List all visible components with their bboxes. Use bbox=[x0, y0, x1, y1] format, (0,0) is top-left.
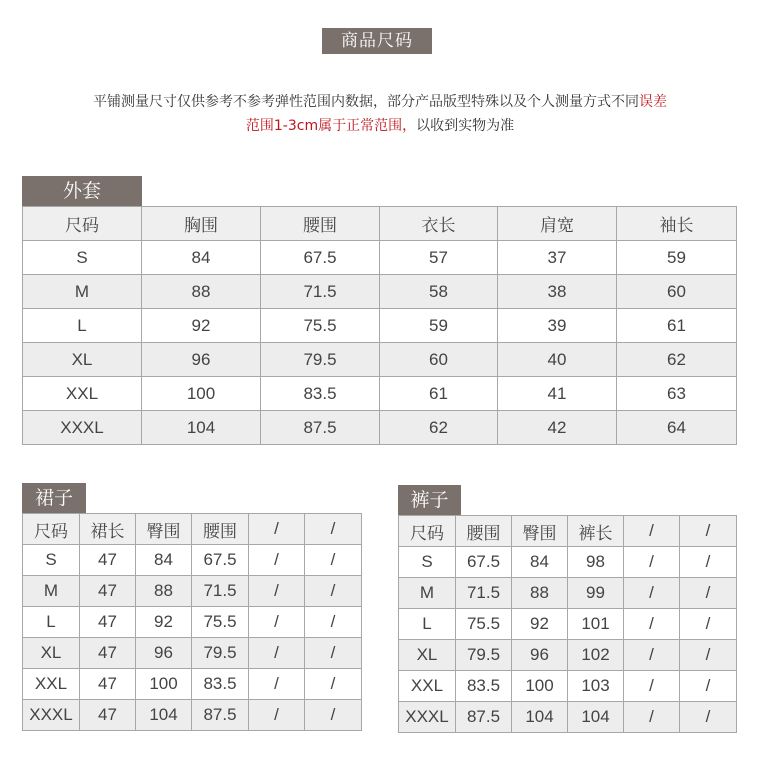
skirt-size-cell: L bbox=[23, 607, 80, 638]
pants-value-cell: / bbox=[680, 609, 737, 640]
pants-value-cell: 75.5 bbox=[456, 609, 512, 640]
skirt-value-cell: 88 bbox=[136, 576, 192, 607]
coat-value-cell: 40 bbox=[498, 343, 617, 377]
skirt-value-cell: 104 bbox=[136, 700, 192, 731]
coat-size-cell: XXXL bbox=[23, 411, 142, 445]
notice-text: 以收到实物为准 bbox=[416, 118, 515, 134]
skirt-table-row bbox=[23, 638, 362, 669]
skirt-value-cell: 47 bbox=[80, 607, 136, 638]
skirt-value-cell: 83.5 bbox=[192, 669, 249, 700]
pants-header-cell: / bbox=[624, 516, 680, 547]
pants-table-row bbox=[399, 671, 737, 702]
skirt-table-row bbox=[23, 700, 362, 731]
pants-size-cell: M bbox=[399, 578, 456, 609]
pants-table-row bbox=[399, 609, 737, 640]
skirt-value-cell: 71.5 bbox=[192, 576, 249, 607]
skirt-value-cell: 87.5 bbox=[192, 700, 249, 731]
pants-value-cell: 104 bbox=[512, 702, 568, 733]
pants-value-cell: / bbox=[624, 578, 680, 609]
pants-table-row bbox=[399, 547, 737, 578]
pants-value-cell: / bbox=[680, 640, 737, 671]
pants-table-row bbox=[399, 578, 737, 609]
skirt-header-cell: / bbox=[249, 514, 305, 545]
pants-header-cell: 臀围 bbox=[512, 516, 568, 547]
pants-value-cell: 79.5 bbox=[456, 640, 512, 671]
pants-table-body bbox=[399, 516, 737, 733]
pants-value-cell: 96 bbox=[512, 640, 568, 671]
skirt-value-cell: 47 bbox=[80, 700, 136, 731]
notice-text: 平铺测量尺寸仅供参考不参考弹性范围内数据，部分产品版型特殊以及个人测量方式不同 bbox=[93, 94, 639, 110]
pants-value-cell: / bbox=[680, 671, 737, 702]
coat-value-cell: 75.5 bbox=[261, 309, 380, 343]
pants-value-cell: 83.5 bbox=[456, 671, 512, 702]
notice-line-1 bbox=[0, 90, 760, 114]
pants-size-cell: XXXL bbox=[399, 702, 456, 733]
coat-value-cell: 100 bbox=[142, 377, 261, 411]
skirt-header-cell: 尺码 bbox=[23, 514, 80, 545]
coat-value-cell: 42 bbox=[498, 411, 617, 445]
skirt-value-cell: / bbox=[249, 700, 305, 731]
pants-value-cell: 103 bbox=[568, 671, 624, 702]
pants-value-cell: 92 bbox=[512, 609, 568, 640]
coat-table-row bbox=[23, 275, 737, 309]
pants-value-cell: 99 bbox=[568, 578, 624, 609]
pants-header-cell: 腰围 bbox=[456, 516, 512, 547]
coat-table-row bbox=[23, 309, 737, 343]
coat-value-cell: 59 bbox=[380, 309, 498, 343]
coat-header-row bbox=[23, 207, 737, 241]
coat-table-row bbox=[23, 241, 737, 275]
skirt-header-cell: 腰围 bbox=[192, 514, 249, 545]
pants-header-cell: 尺码 bbox=[399, 516, 456, 547]
skirt-table-row bbox=[23, 669, 362, 700]
skirt-header-cell: 臀围 bbox=[136, 514, 192, 545]
skirt-value-cell: / bbox=[305, 607, 362, 638]
coat-value-cell: 87.5 bbox=[261, 411, 380, 445]
pants-value-cell: 88 bbox=[512, 578, 568, 609]
skirt-value-cell: 100 bbox=[136, 669, 192, 700]
skirt-value-cell: 75.5 bbox=[192, 607, 249, 638]
skirt-value-cell: 47 bbox=[80, 545, 136, 576]
coat-size-cell: L bbox=[23, 309, 142, 343]
coat-table-body bbox=[23, 207, 737, 445]
coat-size-cell: S bbox=[23, 241, 142, 275]
skirt-value-cell: / bbox=[249, 607, 305, 638]
coat-size-cell: M bbox=[23, 275, 142, 309]
pants-table-row bbox=[399, 640, 737, 671]
coat-value-cell: 63 bbox=[617, 377, 737, 411]
skirt-value-cell: / bbox=[305, 638, 362, 669]
coat-size-cell: XL bbox=[23, 343, 142, 377]
skirt-table-row bbox=[23, 576, 362, 607]
skirt-value-cell: 84 bbox=[136, 545, 192, 576]
skirt-value-cell: / bbox=[249, 545, 305, 576]
coat-value-cell: 88 bbox=[142, 275, 261, 309]
notice-highlight: 范围1-3cm属于正常范围， bbox=[245, 118, 417, 134]
pants-value-cell: 100 bbox=[512, 671, 568, 702]
coat-table-row bbox=[23, 377, 737, 411]
pants-value-cell: 67.5 bbox=[456, 547, 512, 578]
skirt-value-cell: 92 bbox=[136, 607, 192, 638]
coat-value-cell: 96 bbox=[142, 343, 261, 377]
skirt-size-cell: XXL bbox=[23, 669, 80, 700]
pants-value-cell: / bbox=[680, 702, 737, 733]
pants-header-cell: / bbox=[680, 516, 737, 547]
coat-table-row bbox=[23, 343, 737, 377]
pants-header-row bbox=[399, 516, 737, 547]
coat-value-cell: 61 bbox=[380, 377, 498, 411]
pants-size-cell: XXL bbox=[399, 671, 456, 702]
coat-value-cell: 60 bbox=[380, 343, 498, 377]
skirt-size-cell: M bbox=[23, 576, 80, 607]
skirt-header-cell: / bbox=[305, 514, 362, 545]
coat-value-cell: 62 bbox=[617, 343, 737, 377]
skirt-value-cell: 96 bbox=[136, 638, 192, 669]
pants-value-cell: / bbox=[624, 671, 680, 702]
skirt-table-row bbox=[23, 545, 362, 576]
skirt-value-cell: / bbox=[305, 545, 362, 576]
pants-value-cell: / bbox=[680, 578, 737, 609]
pants-value-cell: 87.5 bbox=[456, 702, 512, 733]
skirt-size-cell: XXXL bbox=[23, 700, 80, 731]
coat-value-cell: 37 bbox=[498, 241, 617, 275]
pants-header-cell: 裤长 bbox=[568, 516, 624, 547]
skirt-value-cell: 79.5 bbox=[192, 638, 249, 669]
coat-size-cell: XXL bbox=[23, 377, 142, 411]
skirt-value-cell: / bbox=[249, 669, 305, 700]
pants-value-cell: / bbox=[624, 547, 680, 578]
coat-size-table bbox=[22, 206, 737, 445]
skirt-value-cell: / bbox=[249, 576, 305, 607]
coat-value-cell: 83.5 bbox=[261, 377, 380, 411]
coat-header-cell: 尺码 bbox=[23, 207, 142, 241]
coat-value-cell: 84 bbox=[142, 241, 261, 275]
notice-line-2 bbox=[0, 114, 760, 138]
skirt-value-cell: 47 bbox=[80, 638, 136, 669]
pants-value-cell: 71.5 bbox=[456, 578, 512, 609]
coat-value-cell: 60 bbox=[617, 275, 737, 309]
pants-value-cell: / bbox=[624, 609, 680, 640]
skirt-header-cell: 裙长 bbox=[80, 514, 136, 545]
coat-value-cell: 92 bbox=[142, 309, 261, 343]
coat-value-cell: 71.5 bbox=[261, 275, 380, 309]
pants-value-cell: 84 bbox=[512, 547, 568, 578]
coat-header-cell: 腰围 bbox=[261, 207, 380, 241]
pants-section-label: 裤子 bbox=[398, 485, 461, 515]
pants-size-cell: XL bbox=[399, 640, 456, 671]
pants-value-cell: / bbox=[624, 702, 680, 733]
coat-value-cell: 59 bbox=[617, 241, 737, 275]
pants-value-cell: / bbox=[624, 640, 680, 671]
skirt-size-table bbox=[22, 513, 362, 731]
skirt-value-cell: 47 bbox=[80, 576, 136, 607]
skirt-value-cell: / bbox=[305, 576, 362, 607]
pants-value-cell: 98 bbox=[568, 547, 624, 578]
notice-highlight: 误差 bbox=[639, 94, 667, 110]
skirt-size-cell: S bbox=[23, 545, 80, 576]
coat-table-row bbox=[23, 411, 737, 445]
coat-header-cell: 衣长 bbox=[380, 207, 498, 241]
coat-value-cell: 79.5 bbox=[261, 343, 380, 377]
pants-size-cell: S bbox=[399, 547, 456, 578]
coat-value-cell: 38 bbox=[498, 275, 617, 309]
pants-value-cell: 104 bbox=[568, 702, 624, 733]
coat-section-label: 外套 bbox=[22, 176, 142, 206]
coat-value-cell: 57 bbox=[380, 241, 498, 275]
coat-value-cell: 64 bbox=[617, 411, 737, 445]
size-notice bbox=[0, 90, 760, 138]
skirt-table-body bbox=[23, 514, 362, 731]
coat-value-cell: 61 bbox=[617, 309, 737, 343]
skirt-value-cell: 67.5 bbox=[192, 545, 249, 576]
page-title: 商品尺码 bbox=[322, 28, 432, 54]
coat-header-cell: 胸围 bbox=[142, 207, 261, 241]
coat-value-cell: 39 bbox=[498, 309, 617, 343]
skirt-table-row bbox=[23, 607, 362, 638]
skirt-header-row bbox=[23, 514, 362, 545]
coat-value-cell: 62 bbox=[380, 411, 498, 445]
coat-header-cell: 肩宽 bbox=[498, 207, 617, 241]
skirt-size-cell: XL bbox=[23, 638, 80, 669]
pants-value-cell: 101 bbox=[568, 609, 624, 640]
coat-value-cell: 104 bbox=[142, 411, 261, 445]
skirt-value-cell: / bbox=[249, 638, 305, 669]
coat-value-cell: 58 bbox=[380, 275, 498, 309]
skirt-value-cell: / bbox=[305, 700, 362, 731]
pants-value-cell: / bbox=[680, 547, 737, 578]
skirt-section-label: 裙子 bbox=[22, 483, 86, 513]
coat-value-cell: 67.5 bbox=[261, 241, 380, 275]
coat-value-cell: 41 bbox=[498, 377, 617, 411]
pants-size-cell: L bbox=[399, 609, 456, 640]
pants-value-cell: 102 bbox=[568, 640, 624, 671]
pants-table-row bbox=[399, 702, 737, 733]
skirt-value-cell: / bbox=[305, 669, 362, 700]
coat-header-cell: 袖长 bbox=[617, 207, 737, 241]
pants-size-table bbox=[398, 515, 737, 733]
skirt-value-cell: 47 bbox=[80, 669, 136, 700]
